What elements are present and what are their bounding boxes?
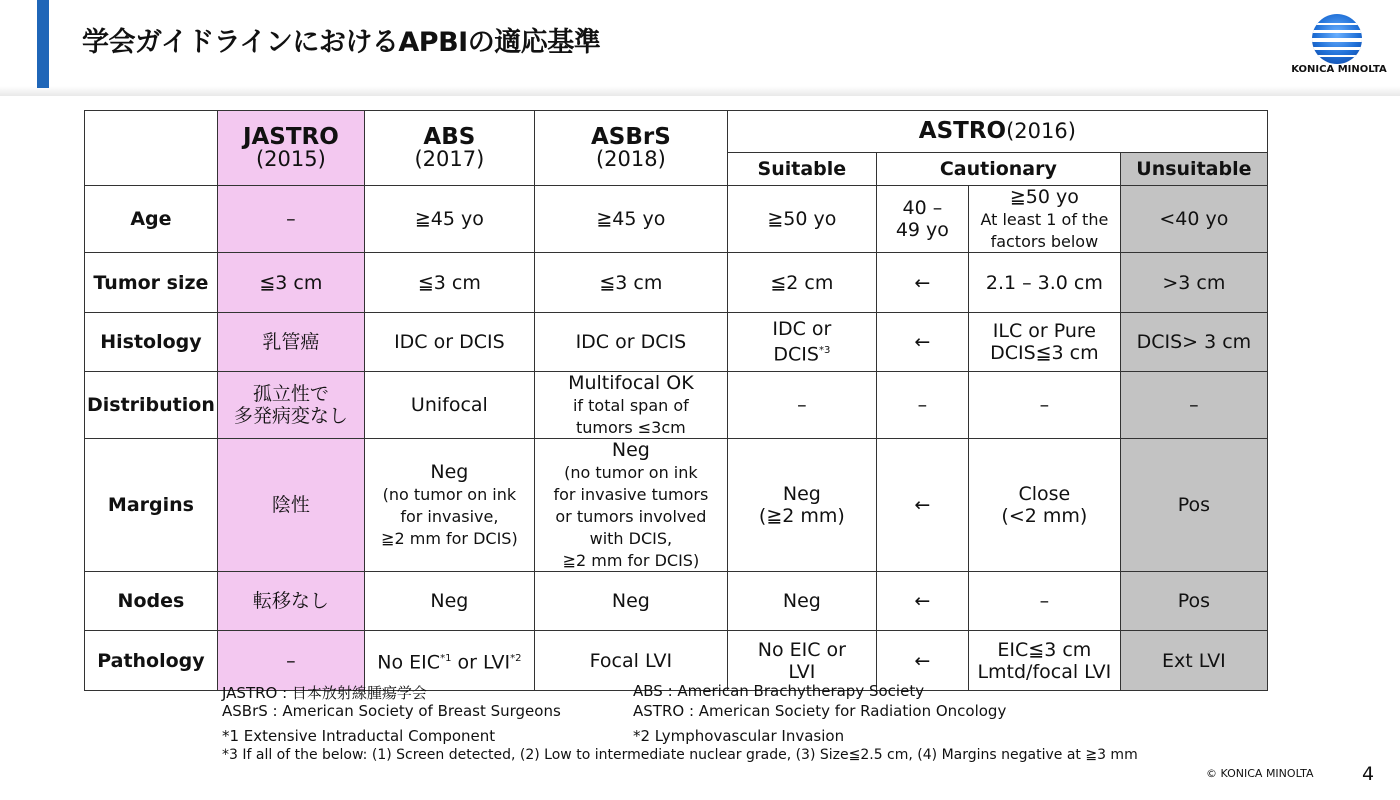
- cell-unsuitable: DCIS> 3 cm: [1120, 313, 1267, 372]
- cell-asbrs: IDC or DCIS: [534, 313, 727, 372]
- logo-text: KONICA MINOLTA: [1291, 64, 1387, 75]
- cell-jastro: 乳管癌: [217, 313, 364, 372]
- cell-jastro: –: [217, 186, 364, 253]
- header-unsuitable: Unsuitable: [1120, 153, 1267, 186]
- header-cautionary: Cautionary: [876, 153, 1120, 186]
- globe-icon: [1312, 14, 1362, 64]
- cell-suitable: ≦2 cm: [727, 253, 876, 313]
- guideline-table: [84, 110, 1268, 691]
- cell-unsuitable: Pos: [1120, 439, 1267, 572]
- page-title: 学会ガイドラインにおけるAPBIの適応基準: [82, 27, 601, 58]
- row-label: Age: [85, 186, 218, 253]
- cell-jastro: 陰性: [217, 439, 364, 572]
- cell-suitable: Neg (≧2 mm): [727, 439, 876, 572]
- cell-cautionary-1: –: [876, 372, 968, 439]
- cell-asbrs: Multifocal OK if total span of tumors ≤3cm: [534, 372, 727, 439]
- cell-unsuitable: –: [1120, 372, 1267, 439]
- cell-abs: Unifocal: [364, 372, 534, 439]
- row-histology: [85, 313, 1268, 372]
- cell-cautionary-2: Close (<2 mm): [968, 439, 1120, 572]
- konica-minolta-logo: [1284, 14, 1394, 84]
- page-number: 4: [1362, 763, 1375, 785]
- cell-unsuitable: >3 cm: [1120, 253, 1267, 313]
- row-age: [85, 186, 1268, 253]
- note-jastro-definition: JASTRO : 日本放射線腫瘍学会: [222, 684, 427, 702]
- cell-abs: No EIC$^{*1}$ or LVI$^{*2}$: [364, 631, 534, 691]
- cell-jastro: 転移なし: [217, 572, 364, 631]
- cell-jastro: ≦3 cm: [217, 253, 364, 313]
- cell-abs: IDC or DCIS: [364, 313, 534, 372]
- cell-suitable: ≧50 yo: [727, 186, 876, 253]
- note-astro-definition: ASTRO : American Society for Radiation Oncology: [633, 702, 1007, 720]
- row-label: Nodes: [85, 572, 218, 631]
- cell-asbrs: ≦3 cm: [534, 253, 727, 313]
- cell-unsuitable: Pos: [1120, 572, 1267, 631]
- row-margins: [85, 439, 1268, 572]
- cell-suitable: IDC or DCIS$^{*3}$: [727, 313, 876, 372]
- header-suitable: Suitable: [727, 153, 876, 186]
- cell-cautionary-2: EIC≦3 cm Lmtd/focal LVI: [968, 631, 1120, 691]
- cell-cautionary-2: ≧50 yo At least 1 of the factors below: [968, 186, 1120, 253]
- cell-abs: ≦3 cm: [364, 253, 534, 313]
- footnote-2: *2 Lymphovascular Invasion: [633, 727, 845, 745]
- cell-jastro: 孤立性で 多発病変なし: [217, 372, 364, 439]
- cell-cautionary-1: ←: [876, 313, 968, 372]
- row-label: Margins: [85, 439, 218, 572]
- cell-cautionary-1: ←: [876, 572, 968, 631]
- cell-abs: Neg (no tumor on ink for invasive, ≧2 mm for DCIS): [364, 439, 534, 572]
- cell-suitable: –: [727, 372, 876, 439]
- header-asbrs: ASBrS (2018): [534, 111, 727, 186]
- footer-copyright: © KONICA MINOLTA: [1206, 767, 1314, 780]
- row-label: Histology: [85, 313, 218, 372]
- cell-abs: Neg: [364, 572, 534, 631]
- cell-suitable: No EIC or LVI: [727, 631, 876, 691]
- cell-asbrs: Neg (no tumor on ink for invasive tumors or tumors involved with DCIS, ≧2 mm for DCIS): [534, 439, 727, 572]
- footnote-1: *1 Extensive Intraductal Component: [222, 727, 496, 745]
- cell-cautionary-2: 2.1 – 3.0 cm: [968, 253, 1120, 313]
- cell-unsuitable: <40 yo: [1120, 186, 1267, 253]
- row-label: Tumor size: [85, 253, 218, 313]
- row-label: Distribution: [85, 372, 218, 439]
- cell-cautionary-1: 40 – 49 yo: [876, 186, 968, 253]
- cell-cautionary-2: –: [968, 572, 1120, 631]
- cell-asbrs: ≧45 yo: [534, 186, 727, 253]
- row-nodes: [85, 572, 1268, 631]
- cell-cautionary-1: ←: [876, 439, 968, 572]
- cell-asbrs: Focal LVI: [534, 631, 727, 691]
- header-jastro: JASTRO (2015): [217, 111, 364, 186]
- cell-cautionary-1: ←: [876, 253, 968, 313]
- cell-unsuitable: Ext LVI: [1120, 631, 1267, 691]
- cell-cautionary-2: ILC or Pure DCIS≦3 cm: [968, 313, 1120, 372]
- row-label: Pathology: [85, 631, 218, 691]
- header-astro: ASTRO(2016): [727, 111, 1267, 153]
- note-abs-definition: ABS : American Brachytherapy Society: [633, 682, 925, 700]
- cell-cautionary-2: –: [968, 372, 1120, 439]
- cell-suitable: Neg: [727, 572, 876, 631]
- footnote-3: *3 If all of the below: (1) Screen detected, (2) Low to intermediate nuclear grade, (3) Size≦2.5 cm, (4) Margins negative at ≧3 mm: [222, 747, 1138, 763]
- cell-abs: ≧45 yo: [364, 186, 534, 253]
- accent-bar: [37, 0, 49, 88]
- header-corner: [85, 111, 218, 186]
- cell-jastro: –: [217, 631, 364, 691]
- row-distribution: [85, 372, 1268, 439]
- row-tumor-size: [85, 253, 1268, 313]
- cell-cautionary-1: ←: [876, 631, 968, 691]
- note-asbrs-definition: ASBrS : American Society of Breast Surgeons: [222, 702, 561, 720]
- cell-asbrs: Neg: [534, 572, 727, 631]
- header-abs: ABS (2017): [364, 111, 534, 186]
